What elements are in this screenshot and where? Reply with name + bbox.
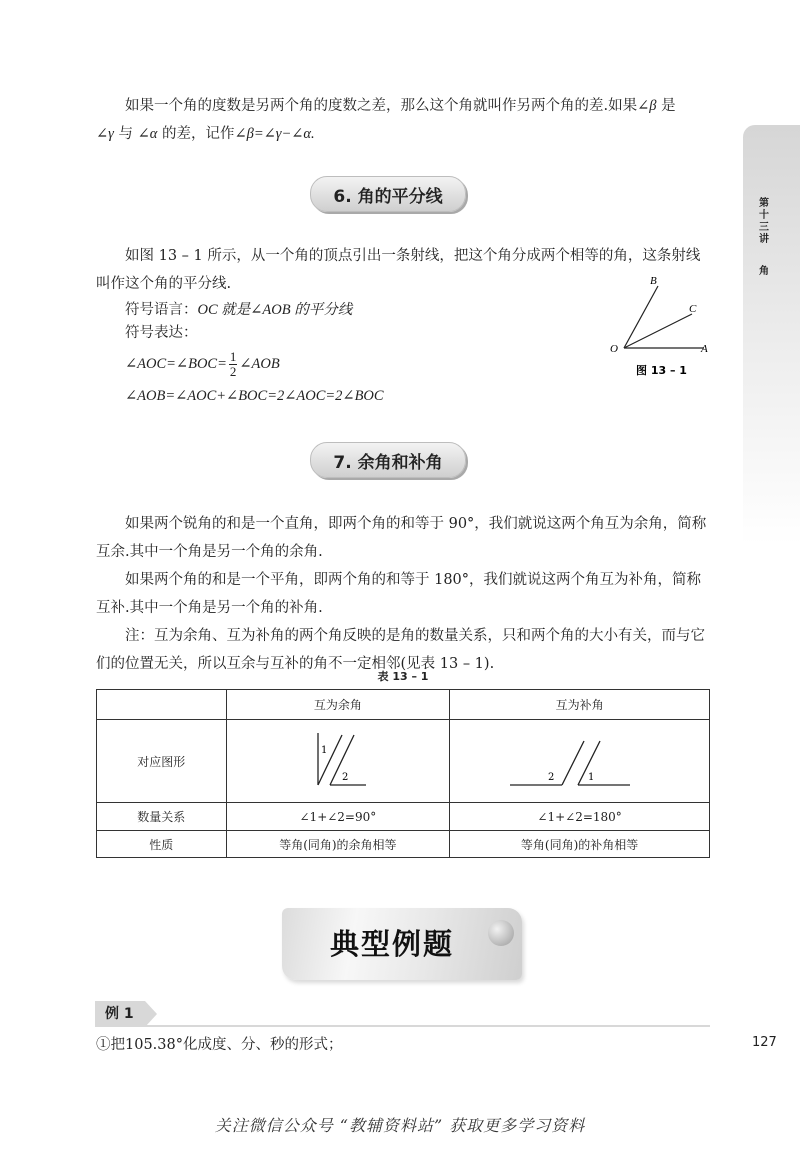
example-tag: 例 1	[95, 1001, 145, 1027]
section-6-heading: 6. 角的平分线	[310, 176, 466, 212]
intro-text-2: 是	[661, 98, 676, 114]
example-tag-arrow-icon	[145, 1001, 157, 1027]
symbol-language-text: OC 就是∠AOB 的平分线	[197, 302, 353, 318]
symbol-expression-label: 符号表达：	[125, 325, 198, 341]
comp-angle1-ray	[318, 735, 342, 785]
symbol-language	[125, 298, 352, 319]
table-row-quantity	[97, 803, 710, 831]
intro-text-4: 的差，记作	[161, 126, 235, 142]
table-caption: 表 13 – 1	[377, 670, 429, 683]
comp-label-1: 1	[320, 744, 328, 756]
complementary-figure-cell	[226, 720, 450, 803]
comp-label-2: 2	[341, 771, 349, 783]
section-7-paragraph-2: 如果两个角的和是一个平角，即两个角的和等于 180°，我们就说这两个角互为补角，简称互补.其中一个角是另一个角的补角.	[96, 572, 702, 616]
angle-table	[96, 689, 710, 858]
footer-watermark: 关注微信公众号 “教辅资料站” 获取更多学习资料	[214, 1116, 586, 1135]
intro-formula: ∠β=∠γ−∠α.	[234, 126, 315, 142]
example-question-1: ①把105.38°化成度、分、秒的形式；	[96, 1037, 343, 1053]
intro-text-3: 与	[118, 126, 133, 142]
page-number: 127	[752, 1035, 777, 1050]
example-divider	[95, 1025, 710, 1027]
fraction-half	[229, 350, 238, 379]
fraction-denominator: 2	[229, 364, 237, 379]
intro-alpha: ∠α	[137, 126, 158, 142]
row-label-quantity: 数量关系	[97, 803, 227, 831]
supp-quantity: ∠1+∠2=180°	[450, 803, 710, 831]
intro-paragraph	[96, 92, 708, 148]
table-corner-cell	[97, 690, 227, 720]
comp-property: 等角(同角)的余角相等	[226, 831, 450, 858]
supplementary-figure	[500, 725, 660, 795]
section-6-paragraph: 如图 13 – 1 所示，从一个角的顶点引出一条射线，把这个角分成两个相等的角，这条射线叫作这个角的平分线.	[96, 248, 701, 292]
section-7-note: 注：互为余角、互为补角的两个角反映的是角的数量关系，只和两个角的大小有关，而与它们的位置无关，所以互余与互补的角不一定相邻(见表 13 – 1).	[96, 628, 705, 672]
equation-2: ∠AOB=∠AOC+∠BOC=2∠AOC=2∠BOC	[125, 388, 384, 404]
equation-1-left: ∠AOC=∠BOC=	[125, 355, 227, 372]
supplementary-figure-cell	[450, 720, 710, 803]
complementary-figure	[278, 725, 398, 795]
row-label-property: 性质	[97, 831, 227, 858]
label-b: B	[650, 275, 657, 287]
supp-label-1: 1	[587, 771, 594, 783]
ray-oc	[624, 314, 692, 348]
supp-label-2: 2	[547, 771, 554, 783]
label-o: O	[610, 343, 618, 355]
chapter-side-tab	[743, 125, 800, 545]
section-7-paragraph-1: 如果两个锐角的和是一个直角，即两个角的和等于 90°，我们就说这两个角互为余角，简称互余.其中一个角是另一个角的余角.	[96, 516, 707, 560]
ray-ob	[624, 286, 658, 348]
figure-13-1	[600, 272, 720, 382]
comp-quantity: ∠1+∠2=90°	[226, 803, 450, 831]
label-a: A	[701, 343, 708, 355]
symbol-language-label: 符号语言：	[125, 302, 198, 318]
chapter-tab-lecture: 第十三讲	[759, 198, 769, 245]
table-row-figure	[97, 720, 710, 803]
intro-beta: ∠β	[637, 98, 657, 114]
supp-property: 等角(同角)的补角相等	[450, 831, 710, 858]
label-c: C	[689, 303, 697, 315]
section-7-heading: 7. 余角和补角	[310, 442, 466, 478]
table-header-row	[97, 690, 710, 720]
header-complementary: 互为余角	[226, 690, 450, 720]
table-row-property	[97, 831, 710, 858]
intro-gamma: ∠γ	[96, 126, 114, 142]
header-supplementary: 互为补角	[450, 690, 710, 720]
equation-1-right: ∠AOB	[239, 355, 280, 372]
equation-1	[125, 350, 280, 379]
fraction-numerator: 1	[229, 349, 237, 364]
chapter-tab-topic: 角	[759, 266, 769, 277]
intro-text-1: 如果一个角的度数是另两个角的度数之差，那么这个角就叫作另两个角的差.如果	[125, 98, 638, 114]
examples-banner-title: 典型例题	[329, 927, 454, 961]
row-label-figure: 对应图形	[97, 720, 227, 803]
figure-caption: 图 13 – 1	[636, 364, 687, 377]
